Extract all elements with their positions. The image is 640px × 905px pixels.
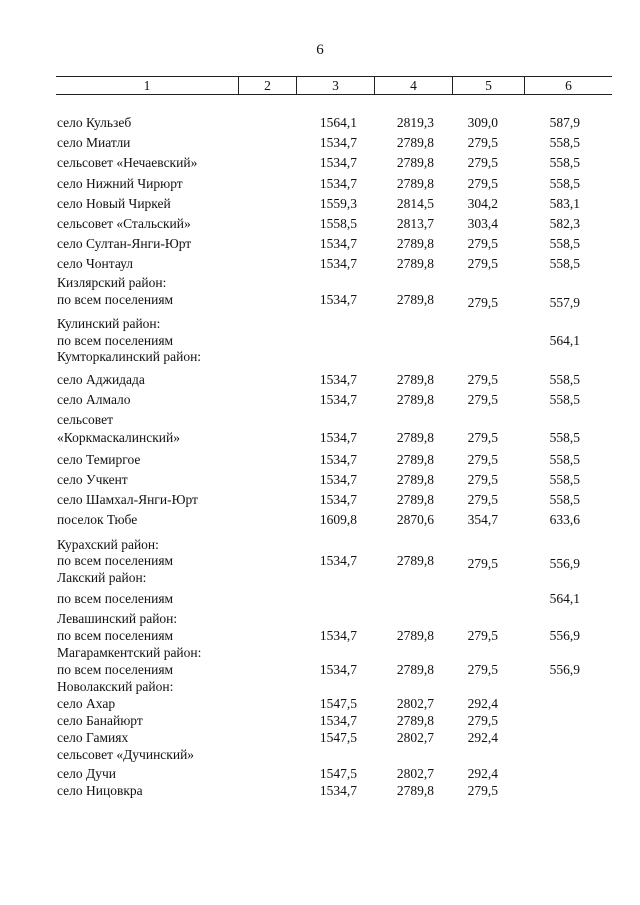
row-label: село Кульзеб [57, 115, 132, 130]
header-col-2: 2 [238, 77, 296, 94]
row-label: по всем поселениям [57, 628, 174, 643]
cell-col-3: 1534,7 [319, 372, 357, 387]
cell-col-3: 1534,7 [319, 553, 357, 568]
row-label: сельсовет «Дучинский» [57, 747, 195, 762]
cell-col-3: 1534,7 [319, 452, 357, 467]
cell-col-4: 2789,8 [396, 553, 434, 568]
row-label: село Дучи [57, 766, 116, 781]
cell-col-3: 1559,3 [319, 196, 357, 211]
row-label: село Султан-Янги-Юрт [57, 236, 192, 251]
row-label: село Темиргое [57, 452, 141, 467]
cell-col-3: 1534,7 [319, 155, 357, 170]
row-label: сельсовет [57, 412, 113, 427]
cell-col-3: 1534,7 [319, 256, 357, 271]
cell-col-6: 558,5 [549, 452, 580, 467]
cell-col-4: 2870,6 [396, 512, 434, 527]
table-row [0, 347, 640, 366]
cell-col-5: 292,4 [467, 696, 498, 711]
row-label: Курахский район: [57, 537, 159, 552]
cell-col-6: 556,9 [549, 628, 580, 643]
cell-col-4: 2789,8 [396, 292, 434, 307]
cell-col-3: 1547,5 [319, 696, 357, 711]
cell-col-5: 279,5 [467, 556, 498, 571]
cell-col-3: 1534,7 [319, 236, 357, 251]
cell-col-6: 558,5 [549, 372, 580, 387]
cell-col-6: 587,9 [549, 115, 580, 130]
table-row [0, 428, 640, 447]
table-row [0, 234, 640, 253]
cell-col-4: 2789,8 [396, 176, 434, 191]
table-row [0, 745, 640, 764]
cell-col-6: 556,9 [549, 556, 580, 571]
cell-col-5: 279,5 [467, 236, 498, 251]
cell-col-4: 2789,8 [396, 155, 434, 170]
cell-col-5: 279,5 [467, 472, 498, 487]
cell-col-4: 2789,8 [396, 135, 434, 150]
table-row [0, 510, 640, 529]
cell-col-4: 2789,8 [396, 628, 434, 643]
cell-col-6: 564,1 [549, 333, 580, 348]
cell-col-4: 2814,5 [396, 196, 434, 211]
cell-col-4: 2819,3 [396, 115, 434, 130]
row-label: по всем поселениям [57, 292, 174, 307]
cell-col-4: 2789,8 [396, 430, 434, 445]
cell-col-5: 279,5 [467, 783, 498, 798]
cell-col-4: 2789,8 [396, 783, 434, 798]
row-label: село Ницовкра [57, 783, 143, 798]
table-row [0, 113, 640, 132]
row-label: по всем поселениям [57, 662, 174, 677]
cell-col-5: 309,0 [467, 115, 498, 130]
cell-col-6: 558,5 [549, 176, 580, 191]
cell-col-5: 279,5 [467, 628, 498, 643]
cell-col-4: 2813,7 [396, 216, 434, 231]
cell-col-6: 558,5 [549, 256, 580, 271]
table-row [0, 450, 640, 469]
row-label: поселок Тюбе [57, 512, 138, 527]
cell-col-6: 564,1 [549, 591, 580, 606]
row-label: село Учкент [57, 472, 128, 487]
cell-col-5: 279,5 [467, 256, 498, 271]
table-row [0, 568, 640, 587]
row-label: по всем поселениям [57, 333, 174, 348]
row-label: село Миатли [57, 135, 131, 150]
table-row [0, 194, 640, 213]
cell-col-3: 1534,7 [319, 176, 357, 191]
cell-col-6: 558,5 [549, 492, 580, 507]
cell-col-3: 1534,7 [319, 430, 357, 445]
cell-col-4: 2789,8 [396, 662, 434, 677]
cell-col-6: 558,5 [549, 430, 580, 445]
cell-col-4: 2789,8 [396, 472, 434, 487]
cell-col-3: 1547,5 [319, 730, 357, 745]
row-label: Кулинский район: [57, 316, 161, 331]
row-label: Лакский район: [57, 570, 147, 585]
cell-col-6: 582,3 [549, 216, 580, 231]
cell-col-4: 2789,8 [396, 452, 434, 467]
cell-col-4: 2789,8 [396, 392, 434, 407]
cell-col-3: 1547,5 [319, 766, 357, 781]
cell-col-4: 2789,8 [396, 492, 434, 507]
header-col-4: 4 [374, 77, 452, 94]
cell-col-3: 1534,7 [319, 492, 357, 507]
cell-col-3: 1564,1 [319, 115, 357, 130]
cell-col-5: 279,5 [467, 492, 498, 507]
table-row [0, 174, 640, 193]
cell-col-6: 558,5 [549, 236, 580, 251]
cell-col-4: 2802,7 [396, 766, 434, 781]
cell-col-5: 292,4 [467, 766, 498, 781]
header-col-3: 3 [296, 77, 374, 94]
cell-col-6: 558,5 [549, 155, 580, 170]
cell-col-5: 279,5 [467, 713, 498, 728]
cell-col-3: 1534,7 [319, 628, 357, 643]
row-label: «Коркмаскалинский» [57, 430, 180, 445]
header-col-5: 5 [452, 77, 524, 94]
cell-col-4: 2789,8 [396, 372, 434, 387]
cell-col-5: 279,5 [467, 662, 498, 677]
cell-col-5: 279,5 [467, 135, 498, 150]
header-col-6: 6 [524, 77, 612, 94]
row-label: село Нижний Чирюрт [57, 176, 183, 191]
cell-col-6: 583,1 [549, 196, 580, 211]
cell-col-3: 1534,7 [319, 783, 357, 798]
cell-col-5: 279,5 [467, 155, 498, 170]
row-label: Левашинский район: [57, 611, 178, 626]
table-row [0, 153, 640, 172]
row-label: Новолакский район: [57, 679, 174, 694]
row-label: село Алмало [57, 392, 131, 407]
cell-col-3: 1558,5 [319, 216, 357, 231]
cell-col-3: 1534,7 [319, 292, 357, 307]
cell-col-5: 304,2 [467, 196, 498, 211]
cell-col-5: 279,5 [467, 372, 498, 387]
cell-col-6: 556,9 [549, 662, 580, 677]
cell-col-5: 292,4 [467, 730, 498, 745]
cell-col-5: 354,7 [467, 512, 498, 527]
table-row [0, 470, 640, 489]
cell-col-5: 279,5 [467, 430, 498, 445]
cell-col-3: 1534,7 [319, 392, 357, 407]
cell-col-6: 558,5 [549, 472, 580, 487]
table-row [0, 589, 640, 608]
table-row [0, 390, 640, 409]
row-label: по всем поселениям [57, 591, 174, 606]
cell-col-6: 633,6 [549, 512, 580, 527]
row-label: сельсовет «Нечаевский» [57, 155, 198, 170]
cell-col-3: 1534,7 [319, 662, 357, 677]
cell-col-4: 2802,7 [396, 696, 434, 711]
row-label: Магарамкентский район: [57, 645, 202, 660]
row-label: по всем поселениям [57, 553, 174, 568]
row-label: село Аджидада [57, 372, 145, 387]
row-label: село Чонтаул [57, 256, 134, 271]
cell-col-3: 1534,7 [319, 713, 357, 728]
table-row [0, 370, 640, 389]
cell-col-4: 2802,7 [396, 730, 434, 745]
row-label: село Гамиях [57, 730, 129, 745]
table-row [0, 781, 640, 800]
table-row [0, 133, 640, 152]
row-label: село Новый Чиркей [57, 196, 171, 211]
cell-col-4: 2789,8 [396, 236, 434, 251]
row-label: Кумторкалинский район: [57, 349, 202, 364]
header-col-1: 1 [143, 77, 151, 93]
cell-col-5: 303,4 [467, 216, 498, 231]
cell-col-3: 1609,8 [319, 512, 357, 527]
cell-col-5: 279,5 [467, 452, 498, 467]
table-row [0, 290, 640, 309]
cell-col-6: 557,9 [549, 295, 580, 310]
row-label: Кизлярский район: [57, 275, 167, 290]
row-label: село Шамхал-Янги-Юрт [57, 492, 198, 507]
cell-col-5: 279,5 [467, 295, 498, 310]
cell-col-3: 1534,7 [319, 472, 357, 487]
cell-col-6: 558,5 [549, 135, 580, 150]
cell-col-4: 2789,8 [396, 713, 434, 728]
cell-col-5: 279,5 [467, 176, 498, 191]
cell-col-5: 279,5 [467, 392, 498, 407]
page-number: 6 [316, 42, 324, 58]
cell-col-4: 2789,8 [396, 256, 434, 271]
table-row [0, 490, 640, 509]
cell-col-3: 1534,7 [319, 135, 357, 150]
cell-col-6: 558,5 [549, 392, 580, 407]
row-label: село Ахар [57, 696, 116, 711]
table-row [0, 214, 640, 233]
table-row [0, 410, 640, 429]
table-row [0, 254, 640, 273]
row-label: сельсовет «Стальский» [57, 216, 191, 231]
row-label: село Банайюрт [57, 713, 143, 728]
